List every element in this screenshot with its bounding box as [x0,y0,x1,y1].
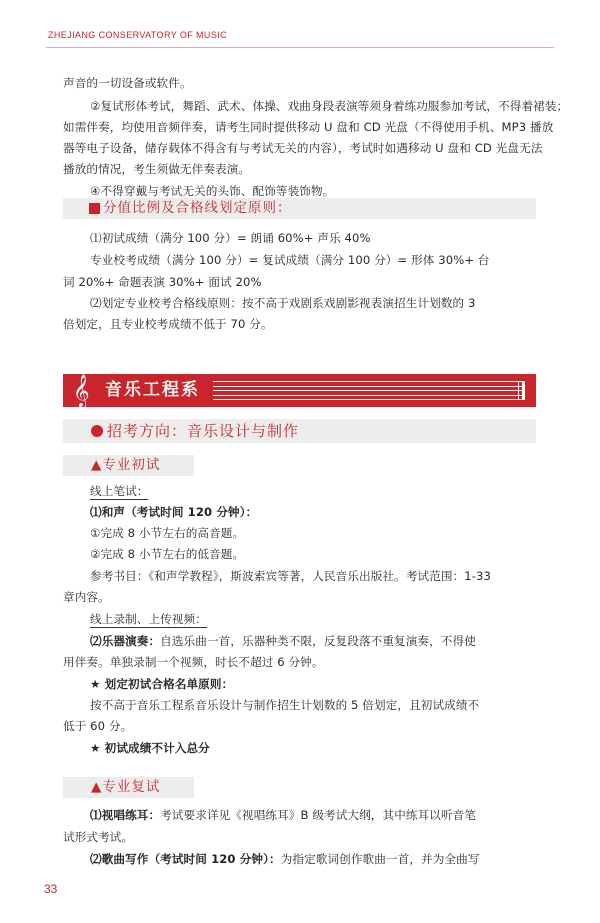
paragraph-line: 按不高于音乐工程系音乐设计与制作招生计划数的 5 倍划定，且初试成绩不 [90,698,480,712]
score-note: ★ 初试成绩不计入总分 [90,741,210,755]
song-writing-text: 为指定歌词创作歌曲一首，并为全曲写 [280,852,480,866]
preliminary-title: ▲专业初试 [91,457,161,473]
paragraph-line: 如需伴奏，均使用音频伴奏，请考生同时提供移动 U 盘和 CD 光盘（不得使用手机、MP3 播放 [63,120,554,134]
paragraph-line: 试形式考试。 [63,830,134,844]
harmony-item: ②完成 8 小节左右的低音题。 [90,547,245,561]
paragraph-line: ⑴初试成绩（满分 100 分）= 朗诵 60%+ 声乐 40% [90,231,371,245]
department-name: 音乐工程系 [105,380,200,400]
online-written-label: 线上笔试： [90,484,149,498]
ear-training-line [90,805,540,825]
treble-clef-icon: 𝄞 [73,374,90,407]
ear-training-text: 考试要求详见《视唱练耳》B 级考试大纲，其中练耳以听音笔 [160,808,477,822]
page-number: 33 [44,882,58,896]
song-writing-line [90,849,540,869]
paragraph-line: 用伴奏。单独录制一个视频，时长不超过 6 分钟。 [63,655,324,669]
song-writing-label: ⑵歌曲写作（考试时间 120 分钟）： [90,852,281,866]
ear-training-label: ⑴视唱练耳： [90,808,161,822]
instrument-line [90,631,540,651]
header-divider [46,47,554,48]
reference-line: 参考书目：《和声学教程》，斯波索宾等著，人民音乐出版社。考试范围：1-33 [90,569,492,583]
paragraph-line: 低于 60 分。 [63,719,133,733]
direction-title: 招考方向：音乐设计与制作 [107,422,300,440]
retest-title: ▲专业复试 [91,779,161,795]
online-record-label: 线上录制、上传视频： [90,612,207,626]
score-section-title: 分值比例及合格线划定原则： [103,200,292,216]
instrument-label: ⑵乐器演奏： [90,634,161,648]
header-title: ZHEJIANG CONSERVATORY OF MUSIC [48,30,228,40]
paragraph-line: 播放的情况，考生须做无伴奏表演。 [63,162,251,176]
paragraph-line: ②复试形体考试，舞蹈、武术、体操、戏曲身段表演等须身着练功服参加考试，不得着裙装； [90,99,569,113]
square-bullet-icon [89,203,100,214]
paragraph-line: 声音的一切设备或软件。 [63,76,192,90]
score-section-heading [63,198,536,219]
direction-heading [63,419,536,443]
instrument-text: 自选乐曲一首，乐器种类不限，反复段落不重复演奏，不得使 [160,634,476,648]
paragraph-line: 器等电子设备，储存载体不得含有与考试无关的内容），考试时如遇移动 U 盘和 CD 光盘无法 [63,141,543,155]
department-banner [63,374,536,407]
dot-bullet-icon [91,425,103,437]
paragraph-line: 词 20%+ 命题表演 30%+ 面试 20% [63,275,262,289]
rule-heading: ★ 划定初试合格名单原则： [90,677,234,691]
retest-heading [63,777,194,798]
harmony-item: ①完成 8 小节左右的高音题。 [90,526,245,540]
paragraph-line: 专业校考成绩（满分 100 分）= 复试成绩（满分 100 分）= 形体 30%+ 台 [90,253,490,267]
preliminary-heading [63,455,194,476]
paragraph-line: ⑵划定专业校考合格线原则：按不高于戏剧系戏剧影视表演招生计划数的 3 [90,296,476,310]
harmony-title: ⑴和声（考试时间 120 分钟）： [90,505,258,519]
reference-line: 章内容。 [63,590,110,604]
paragraph-line: 倍划定，且专业校考成绩不低于 70 分。 [63,317,273,331]
music-staff-decoration [213,381,525,400]
paragraph-line: ④不得穿戴与考试无关的头饰、配饰等装饰物。 [90,184,335,198]
